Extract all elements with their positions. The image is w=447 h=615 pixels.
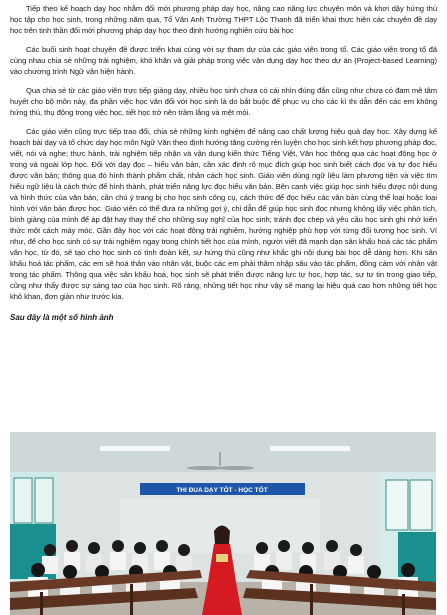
paragraph-methods: Các giáo viên cũng trực tiếp trao đổi, chia sẻ những kinh nghiệm để nâng cao chất lượng hiệu quả dạy học. Xây dựng kế hoạch bài dạy và tổ chức dạy học môn Ngữ Văn theo định hướng tăng cường rèn luyện cho học sinh kết hợp phương pháp đọc, viết, nói và nghe; thực hành, trải nghiệm tiếp nhận và vận dụng kiến thức Tiếng Việt, Văn học thông qua các hoạt động học ở trong và ngoài lớp học. Đối với dạy đọc – hiểu văn bản, cần xác định rõ mục đích giúp học sinh biết cách đọc và tự đọc hiểu được văn bản; thông qua đó hình thành phẩm chất, nhân cách học sinh. Giáo viên dùng ngữ liệu làm phương tiện và việc tìm hiểu ngữ liệu là cách thức để hình thành, phát triển năng lực đọc hiểu văn bản. Bên cạnh việc giúp học sinh hiểu được nội dung và hình thức của văn bản, cần chú ý trang bị cho học sinh công cụ, cách thức để đọc hiểu các văn bản cùng thể loại hoặc loại hình với văn bản được học. Giáo viên có thể đưa ra những gợi ý, chỉ dẫn để giúp học sinh đọc nhưng không lấy việc phân tích, bình giảng của mình để áp đặt hay thay thế cho những suy nghĩ của học sinh; tránh đọc chép và yêu cầu học sinh ghi nhớ kiến thức một cách máy móc. Gần đây học với các hoạt động trải nghiệm, hướng nghiệp phù hợp với từng đối tượng học sinh. Ví như, để cho học sinh có sự trải nghiệm ngay trong chính tiết học của mình, người viết đã mạnh dạn sân khấu hoá các tác phẩm văn học, từ đó, sẽ tạo cho học sinh có tính đoàn kết, sự hứng thú cũng như khắc ghi nội dung bài học dễ dàng hơn. Khi sân khấu hoá tác phẩm, các em sẽ hoá thân vào nhân vật, buộc các em phải thâm nhập sâu vào tác phẩm, đồng cảm với nhân vật trong tác phẩm. Thông qua việc sân khấu hoá, học sinh sẽ phát triển được năng lực tự học, hợp tác, sự tư tin trong giao tiếp, cũng như thấy được sự sáng tạo của học sinh. Rõ ràng, những tiết học như vậy sẽ mang lại hiệu quả cao hơn những tiết học khô khan, đơn giản như trước kia. xyxy=(10,127,437,301)
paragraph-sharing: Qua chia sẻ từ các giáo viên trực tiếp giảng dạy, nhiều học sinh chưa có cái nhìn đúng đắn cũng như chưa có đam mê tâm huyết cho bộ môn này, đa phần việc học văn đối với học sinh là do bắt buộc để phục vụ cho các kì thi dẫn đến các em không hứng thú, thụ động trong việc học, tiết học trở nên trầm lắng và mệt mỏi. xyxy=(10,86,437,117)
image-caption: Sau đây là một số hình ảnh xyxy=(10,313,114,322)
paragraph-seminar: Các buổi sinh hoạt chuyên đề được triển khai cùng với sự tham dự của các giáo viên trong tổ. Các giáo viên trong tổ đã cùng nhau chia sẻ những trải nghiệm, khó khăn và giải pháp trong việc vận dụng dạy học theo dự án (Project-based Learning) vào chương trình Ngữ văn hiện hành. xyxy=(10,45,437,76)
paragraph-intro: Tiếp theo kế hoạch dạy học nhằm đổi mới phương pháp dạy học, nâng cao năng lực chuyên môn và khơi dậy hứng thú học tập cho học sinh, trong những năm qua, Tổ Văn Anh Trường THPT Lộc Thanh đã triển khai thực hiện các chuyên đề dạy học trên tinh thần đổi mới phương pháp dạy học theo định hướng nghiên cứu bài học xyxy=(10,4,437,35)
classroom-scene xyxy=(10,432,436,615)
banner-text: THI ĐUA DẠY TỐT - HỌC TỐT xyxy=(176,487,268,494)
ceiling-light-right xyxy=(270,446,350,451)
classroom-photo xyxy=(10,432,436,615)
ceiling-light-left xyxy=(100,446,170,451)
